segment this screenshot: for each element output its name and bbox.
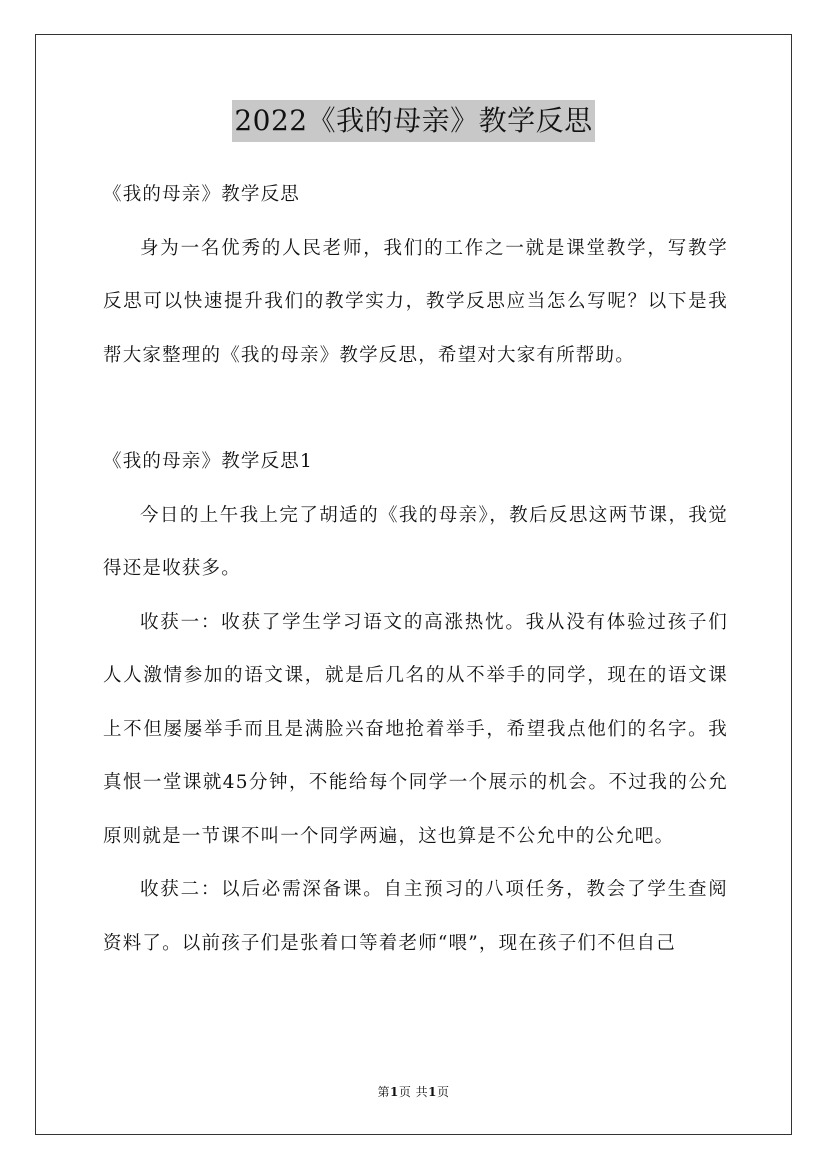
section-heading: 《我的母亲》教学反思1 [103, 451, 313, 472]
page-total: 1 [428, 1085, 438, 1099]
intro-paragraph: 身为一名优秀的人民老师，我们的工作之一就是课堂教学，写教学反思可以快速提升我们的教学实力，教学反思应当怎么写呢？以下是我帮大家整理的《我的母亲》教学反思，希望对大家有所帮助。 [103, 237, 728, 366]
page-suffix: 页 [437, 1085, 450, 1099]
body-paragraph: 收获一：收获了学生学习语文的高涨热忱。我从没有体验过孩子们人人激情参加的语文课，就是后几名的从不举手的同学，现在的语文课上不但屡屡举手而且是满脸兴奋地抢着举手，希望我点他们的名字。我真恨一堂课就45分钟，不能给每个同学一个展示的机会。不过我的公允原则就是一节课不叫一个同学两遍，这也算是不公允中的公允吧。 [103, 611, 728, 847]
document-title: 2022《我的母亲》教学反思 [232, 100, 594, 142]
body-paragraph: 今日的上午我上完了胡适的《我的母亲》，教后反思这两节课，我觉得还是收获多。 [103, 504, 728, 579]
title-container [0, 100, 827, 142]
spacer [103, 382, 728, 435]
page-mid: 页 共 [398, 1085, 429, 1099]
document-body [103, 168, 728, 970]
document-subtitle: 《我的母亲》教学反思 [103, 184, 301, 205]
body-paragraph: 收获二：以后必需深备课。自主预习的八项任务，教会了学生查阅资料了。以前孩子们是张着口等着老师“喂”，现在孩子们不但自己 [103, 879, 728, 954]
page-footer [0, 1083, 827, 1101]
page-current: 1 [389, 1085, 399, 1099]
page-prefix: 第 [377, 1085, 390, 1099]
